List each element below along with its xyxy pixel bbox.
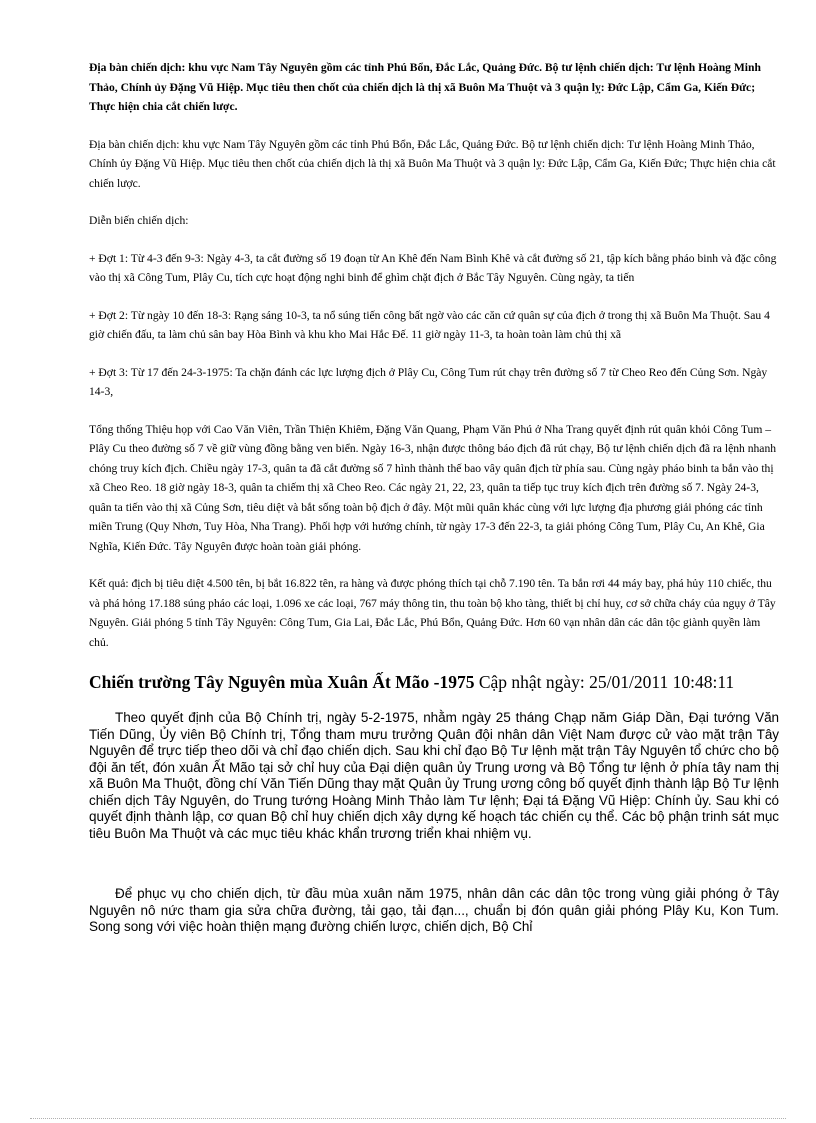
phase2-paragraph: + Đợt 2: Từ ngày 10 đến 18-3: Rạng sáng 10-3, ta nổ súng tiến công bất ngờ vào các căn cứ quân sự của địch ở trong thị xã Buôn Ma Thuột. Sau 4 giờ chiến đấu, ta làm chủ sân bay Hòa Bình và khu kho Mai Hắc Đế. 11 giờ ngày 11-3, ta hoàn toàn làm chủ thị xã [89,308,770,341]
page-bottom-divider [30,1118,786,1119]
article-updated: Cập nhật ngày: 25/01/2011 10:48:11 [474,672,735,692]
intro-bold-paragraph: Địa bàn chiến dịch: khu vực Nam Tây Nguyên gồm các tỉnh Phú Bổn, Đắc Lắc, Quảng Đức. Bộ tư lệnh chiến dịch: Tư lệnh Hoàng Minh Thảo, Chính ủy Đặng Vũ Hiệp. Mục tiêu then chốt của chiến dịch là thị xã Buôn Ma Thuột và 3 quận lỵ: Đức Lập, Cẩm Ga, Kiến Đức; Thực hiện chia cắt chiến lược. [89,61,761,113]
developments-label: Diễn biến chiến dịch: [89,214,189,227]
body-paragraph-1: Theo quyết định của Bộ Chính trị, ngày 5-2-1975, nhằm ngày 25 tháng Chạp năm Giáp Dần, Đại tướng Văn Tiến Dũng, Ủy viên Bộ Chính trị, Tổng tham mưu trưởng Quân đội nhân dân Việt Nam được cử vào mặt trận Tây Nguyên để trực tiếp theo dõi và chỉ đạo chiến dịch. Sau khi chỉ đạo Bộ Tư lệnh mặt trận Tây Nguyên tổ chức cho bộ đội ăn tết, đón xuân Ất Mão tại sở chỉ huy của Đại diện quân ủy Trung ương và Bộ Tổng tư lệnh ở phía tây nam thị xã Buôn Ma Thuột, đồng chí Văn Tiến Dũng thay mặt Quân ủy Trung ương công bố quyết định thành lập Bộ Tư lệnh chiến dịch Tây Nguyên, do Trung tướng Hoàng Minh Thảo làm Tư lệnh; Đại tá Đặng Vũ Hiệp: Chính ủy. Sau khi có quyết định thành lập, cơ quan Bộ chỉ huy chiến dịch xây dựng kế hoạch tác chiến cụ thể. Các bộ phận trinh sát mục tiêu Buôn Ma Thuột và các mục tiêu khác khẩn trương triển khai nhiệm vụ. [89,710,779,841]
phase3-detail-paragraph: Tổng thống Thiệu họp với Cao Văn Viên, Trần Thiện Khiêm, Đặng Văn Quang, Phạm Văn Phú ở Nha Trang quyết định rút quân khỏi Công Tum – Plây Cu theo đường số 7 về giữ vùng đồng bằng ven biển. Ngày 16-3, nhận được thông báo địch đã rút chạy, Bộ tư lệnh chiến dịch đã ra lệnh nhanh chóng truy kích địch. Chiều ngày 17-3, quân ta đã cắt đường số 7 hình thành thế bao vây quân địch từ phía sau. Cùng ngày pháo binh ta bắn vào thị xã Cheo Reo. 18 giờ ngày 18-3, quân ta chiếm thị xã Cheo Reo. Các ngày 21, 22, 23, quân ta tiếp tục truy kích địch trên đường số 7. Ngày 24-3, quân ta tiến vào thị xã Củng Sơn, tiêu diệt và bắt sống toàn bộ địch ở đây. Một mũi quân khác cùng với lực lượng địa phương giải phóng các tỉnh miền Trung (Quy Nhơn, Tuy Hòa, Nha Trang). Phối hợp với hướng chính, từ ngày 17-3 đến 22-3, ta giải phóng Công Tum, Plây Cu, An Khê, Gia Nghĩa, Kiến Đức. Tây Nguyên được hoàn toàn giải phóng. [89,422,777,553]
phase1-paragraph: + Đợt 1: Từ 4-3 đến 9-3: Ngày 4-3, ta cắt đường số 19 đoạn từ An Khê đến Nam Bình Khê và cắt đường số 21, tập kích bằng pháo binh và đặc công vào thị xã Công Tum, Plây Cu, tích cực hoạt động nghi binh để ghìm chặt địch ở Bắc Tây Nguyên. Cùng ngày, ta tiến [89,251,777,284]
document-page [89,58,779,936]
article-title: Chiến trường Tây Nguyên mùa Xuân Ất Mão -1975 [89,672,475,692]
intro-paragraph: Địa bàn chiến dịch: khu vực Nam Tây Nguyên gồm các tỉnh Phú Bổn, Đắc Lắc, Quảng Đức. Bộ tư lệnh chiến dịch: Tư lệnh Hoàng Minh Thảo, Chính ủy Đặng Vũ Hiệp. Mục tiêu then chốt của chiến dịch là thị xã Buôn Ma Thuột và 3 quận lỵ: Đức Lập, Cẩm Ga, Kiến Đức; Thực hiện chia cắt chiến lược. [89,137,776,190]
phase3-paragraph: + Đợt 3: Từ 17 đến 24-3-1975: Ta chặn đánh các lực lượng địch ở Plây Cu, Công Tum rút chạy trên đường số 7 từ Cheo Reo đến Củng Sơn. Ngày 14-3, [89,365,768,398]
article-heading [89,670,779,695]
result-paragraph: Kết quả: địch bị tiêu diệt 4.500 tên, bị bắt 16.822 tên, ra hàng và được phóng thích tại chỗ 7.190 tên. Ta bắn rơi 44 máy bay, phá hủy 110 chiếc, thu và phá hỏng 17.188 súng pháo các loại, 1.096 xe các loại, 767 máy thông tin, thu toàn bộ kho tàng, thiết bị chỉ huy, cơ sở chữa cháy của ngụy ở Tây Nguyên. Giải phóng 5 tỉnh Tây Nguyên: Công Tum, Gia Lai, Đắc Lắc, Phú Bổn, Quảng Đức. Hơn 60 vạn nhân dân các dân tộc giành quyền làm chủ. [89,577,776,649]
body-paragraph-2: Để phục vụ cho chiến dịch, từ đầu mùa xuân năm 1975, nhân dân các dân tộc trong vùng giải phóng ở Tây Nguyên nô nức tham gia sửa chữa đường, tải gạo, tải đạn..., chuẩn bị đón quân giải phóng Plây Ku, Kon Tum. Song song với việc hoàn thiện mạng đường chiến lược, chiến dịch, Bộ Chỉ [89,886,779,934]
